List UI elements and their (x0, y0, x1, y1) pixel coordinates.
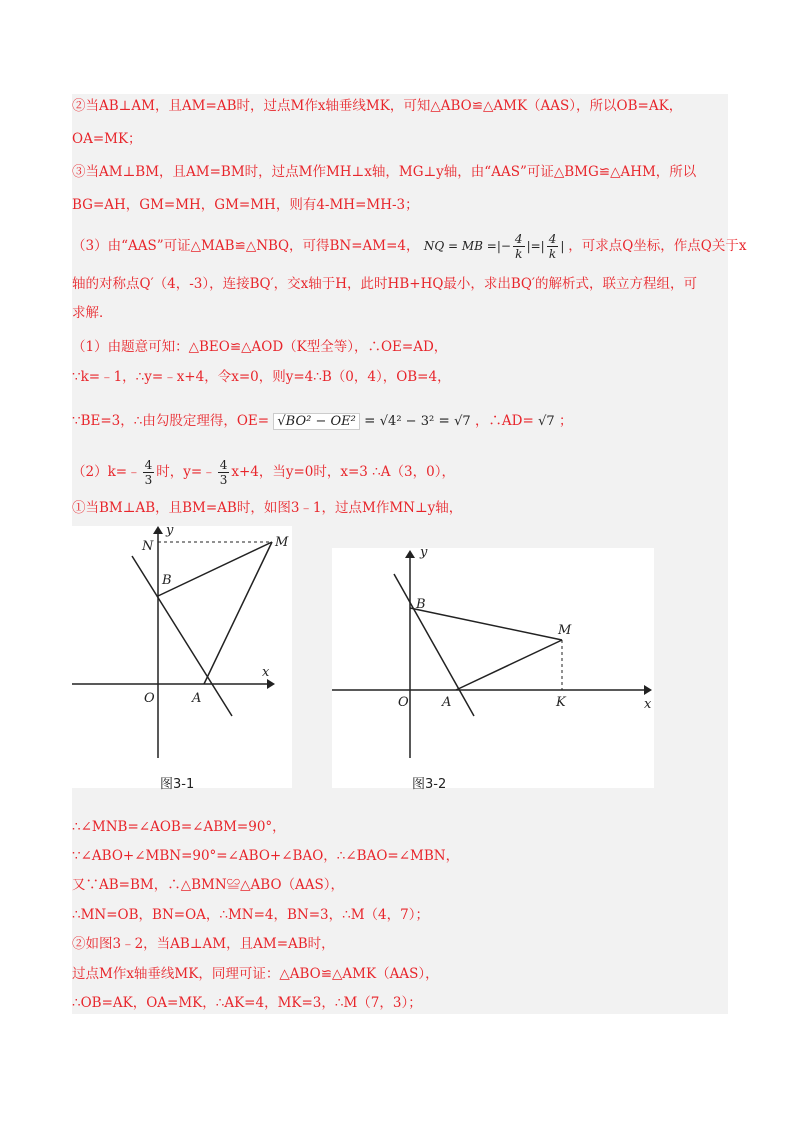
formula-sqrt7: √7 (538, 414, 555, 429)
text-line: ∵k=﹣1，∴y=﹣x+4，令x=0，则y=4∴B（0，4），OB=4， (72, 369, 451, 385)
label-m: M (558, 623, 572, 638)
segment-ma (456, 640, 562, 690)
label-b: B (416, 597, 426, 612)
text-line: BG=AH，GM=MH，GM=MH，则有4-MH=MH-3； (72, 197, 419, 213)
text-part: x+4，当y=0时，x=3 ∴A（3，0）， (231, 464, 455, 480)
text-line: 又∵AB=BM，∴△BMN≌△ABO（AAS）， (72, 877, 345, 893)
text-part: ，∴AD= (474, 413, 534, 429)
label-a: A (442, 695, 452, 710)
label-k: K (556, 695, 566, 710)
formula-line-oe (72, 410, 728, 433)
frac-num: 4 (514, 232, 523, 246)
text-line: 过点M作x轴垂线MK，同理可证：△ABO≌△AMK（AAS）， (72, 966, 439, 982)
text-part: （3）由“AAS”可证△MAB≌△NBQ，可得BN=AM=4， (72, 238, 420, 254)
label-b: B (162, 573, 172, 588)
label-a: A (192, 691, 202, 706)
figure-3-2 (332, 548, 654, 788)
text-part: ∵BE=3，∴由勾股定理得，OE= (72, 413, 270, 429)
text-part: ； (558, 413, 573, 429)
fraction (547, 232, 559, 261)
frac-den: k (515, 247, 523, 261)
label-m: M (275, 535, 289, 550)
label-y: y (166, 526, 174, 538)
segment-bm (158, 542, 272, 596)
formula-nq (423, 232, 568, 261)
text-line: OA=MK； (72, 131, 142, 147)
formula-line-k (72, 458, 728, 487)
figure-3-1-svg (72, 526, 292, 788)
fraction (143, 458, 155, 487)
label-x: x (644, 697, 652, 712)
formula-eq: = (359, 413, 380, 429)
text-line: ∴MN=OB，BN=OA，∴MN=4，BN=3，∴M（4，7）； (72, 907, 429, 923)
text-line: 轴的对称点Q′（4，-3），连接BQ′，交x轴于H，此时HB+HQ最小，求出BQ′的解析式，联立方程组，可 (72, 276, 697, 292)
segment-ma (204, 542, 272, 684)
x-arrow-icon (644, 685, 652, 695)
text-line: ②当AB⊥AM，且AM=AB时，过点M作x轴垂线MK，可知△ABO≌△AMK（AAS），所以OB=AK， (72, 98, 683, 114)
frac-num: 4 (144, 458, 153, 472)
formula-eq: = (434, 413, 455, 429)
segment-bm (410, 608, 562, 640)
formula-line-nq (72, 232, 747, 261)
figure-3-1-caption: 图3-1 (160, 777, 195, 792)
text-part: 时，y=﹣ (156, 464, 216, 480)
text-line: ①当BM⊥AB，且BM=AB时，如图3﹣1，过点M作MN⊥y轴， (72, 500, 463, 516)
text-line: ∴OB=AK，OA=MK，∴AK=4，MK=3，∴M（7，3）； (72, 995, 422, 1011)
formula-text: |=| (526, 239, 545, 253)
formula-sqrt-43: √4² − 3² (379, 414, 435, 429)
text-line: （1）由题意可知：△BEO≌△AOD（K型全等），∴OE=AD， (72, 339, 448, 355)
text-line: ②如图3﹣2，当AB⊥AM，且AM=AB时， (72, 936, 335, 952)
text-line: 求解． (72, 305, 113, 321)
label-n: N (142, 539, 154, 554)
figure-3-2-caption: 图3-2 (412, 777, 447, 792)
y-arrow-icon (405, 550, 415, 558)
text-line: ③当AM⊥BM，且AM=BM时，过点M作MH⊥x轴，MG⊥y轴，由“AAS”可证△BMG≌△AHM，所以 (72, 164, 697, 180)
label-o: O (398, 695, 409, 710)
text-line: ∴∠MNB=∠AOB=∠ABM=90°， (72, 819, 286, 835)
fraction (513, 232, 525, 261)
frac-den: 3 (144, 473, 153, 487)
formula-text: | (560, 239, 565, 253)
frac-den: 3 (219, 473, 228, 487)
text-part: （2）k=﹣ (72, 464, 141, 480)
formula-sqrt7: √7 (454, 414, 471, 429)
label-o: O (144, 691, 155, 706)
frac-num: 4 (548, 232, 557, 246)
formula-text: NQ = MB =|− (423, 239, 511, 253)
fraction (218, 458, 230, 487)
x-arrow-icon (267, 679, 275, 689)
figure-3-2-svg (332, 548, 654, 788)
label-y: y (420, 548, 428, 560)
frac-den: k (548, 247, 557, 261)
text-part: ，可求点Q坐标，作点Q关于x (568, 238, 747, 254)
y-arrow-icon (153, 526, 163, 534)
formula-sqrt-bo: √BO² − OE² (273, 413, 359, 430)
label-x: x (262, 665, 270, 680)
text-line: ∵∠ABO+∠MBN=90°=∠ABO+∠BAO，∴∠BAO=∠MBN， (72, 848, 460, 864)
figure-3-1 (72, 526, 292, 788)
frac-num: 4 (219, 458, 228, 472)
